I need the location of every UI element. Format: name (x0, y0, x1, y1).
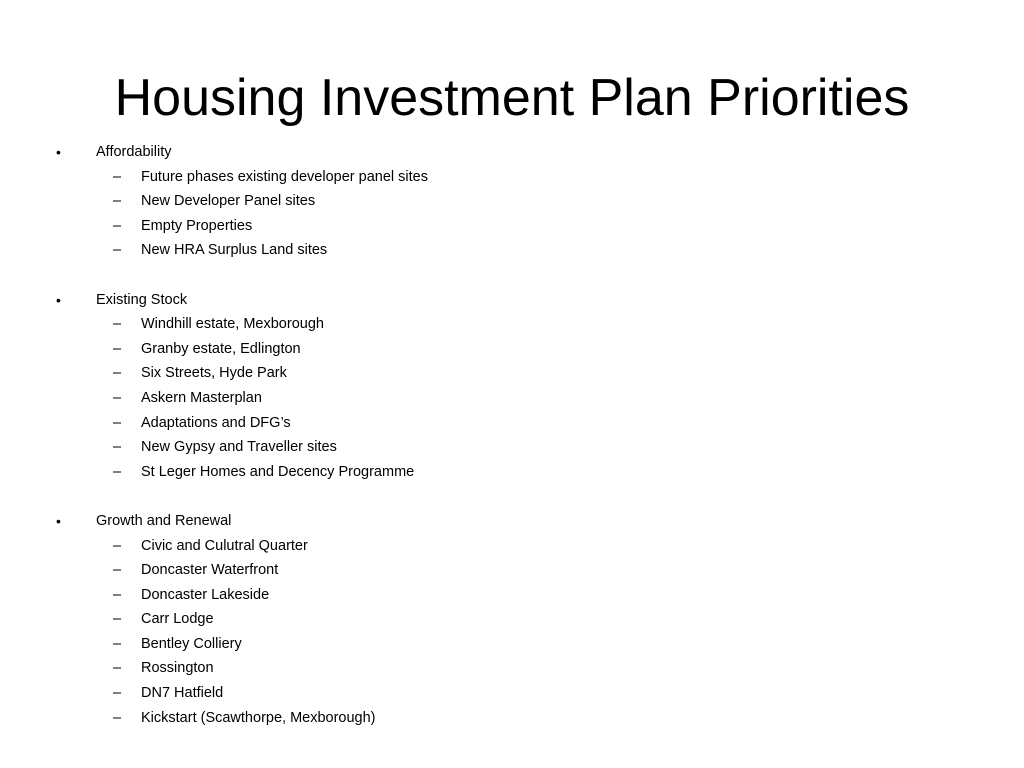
dash-marker: – (113, 635, 122, 652)
bullet-list (56, 140, 956, 730)
sub-item (56, 386, 956, 411)
sub-item (56, 312, 956, 337)
dash-marker: – (113, 439, 122, 456)
dash-marker: – (113, 365, 122, 382)
dash-marker: – (113, 685, 122, 702)
sub-item (56, 189, 956, 214)
section-growth-and-renewal (56, 509, 956, 730)
section-existing-stock (56, 288, 956, 485)
slide-title: Housing Investment Plan Priorities (114, 69, 910, 127)
bullet-marker: • (56, 291, 61, 308)
sub-item (56, 632, 956, 657)
dash-marker: – (113, 660, 122, 677)
dash-marker: – (113, 217, 122, 234)
dash-marker: – (113, 242, 122, 259)
sub-item (56, 214, 956, 239)
dash-marker: – (113, 340, 122, 357)
sub-item-text: Empty Properties (141, 217, 253, 234)
sub-item (56, 681, 956, 706)
bullet-item (56, 509, 956, 534)
sub-item (56, 583, 956, 608)
sub-item-text: Windhill estate, Mexborough (141, 316, 324, 333)
bullet-heading: Affordability (96, 144, 172, 160)
dash-marker: – (113, 537, 122, 554)
section-affordability (56, 140, 956, 263)
sub-item (56, 337, 956, 362)
sub-item-text: St Leger Homes and Decency Programme (141, 463, 415, 480)
sub-item-text: Carr Lodge (141, 611, 214, 628)
sub-item-text: Six Streets, Hyde Park (141, 365, 287, 382)
bullet-marker: • (56, 512, 61, 529)
dash-marker: – (113, 193, 122, 210)
sub-item-text: Adaptations and DFG’s (141, 414, 291, 431)
dash-marker: – (113, 316, 122, 333)
sub-item-text: Granby estate, Edlington (141, 340, 301, 357)
sub-item-text: New HRA Surplus Land sites (141, 242, 328, 259)
sub-item-text: Rossington (141, 660, 214, 677)
dash-marker: – (113, 611, 122, 628)
bullet-heading: Existing Stock (96, 291, 188, 308)
bullet-marker: • (56, 144, 61, 160)
sub-item-text: DN7 Hatfield (141, 685, 224, 702)
sub-item (56, 165, 956, 190)
dash-marker: – (113, 562, 122, 579)
sub-item-text: Doncaster Lakeside (141, 586, 270, 603)
dash-marker: – (113, 709, 122, 726)
sub-item-text: Doncaster Waterfront (141, 562, 279, 579)
sub-item (56, 607, 956, 632)
sub-item (56, 460, 956, 485)
sub-item-text: Askern Masterplan (141, 389, 262, 406)
sub-item (56, 238, 956, 263)
dash-marker: – (113, 389, 122, 406)
sub-item (56, 558, 956, 583)
bullet-heading: Growth and Renewal (96, 512, 232, 529)
sub-item-text: New Gypsy and Traveller sites (141, 439, 337, 456)
sub-item-text: Kickstart (Scawthorpe, Mexborough) (141, 709, 376, 726)
sub-item-text: Future phases existing developer panel sites (141, 168, 428, 185)
sub-item (56, 361, 956, 386)
sub-item (56, 411, 956, 436)
dash-marker: – (113, 586, 122, 603)
sub-item (56, 656, 956, 681)
sub-item (56, 534, 956, 559)
sub-item-text: New Developer Panel sites (141, 193, 316, 210)
dash-marker: – (113, 463, 122, 480)
sub-item-text: Bentley Colliery (141, 635, 242, 652)
sub-item (56, 706, 956, 731)
bullet-item (56, 140, 956, 165)
dash-marker: – (113, 414, 122, 431)
sub-item-text: Civic and Culutral Quarter (141, 537, 308, 554)
dash-marker: – (113, 168, 122, 185)
bullet-item (56, 288, 956, 313)
sub-item (56, 435, 956, 460)
